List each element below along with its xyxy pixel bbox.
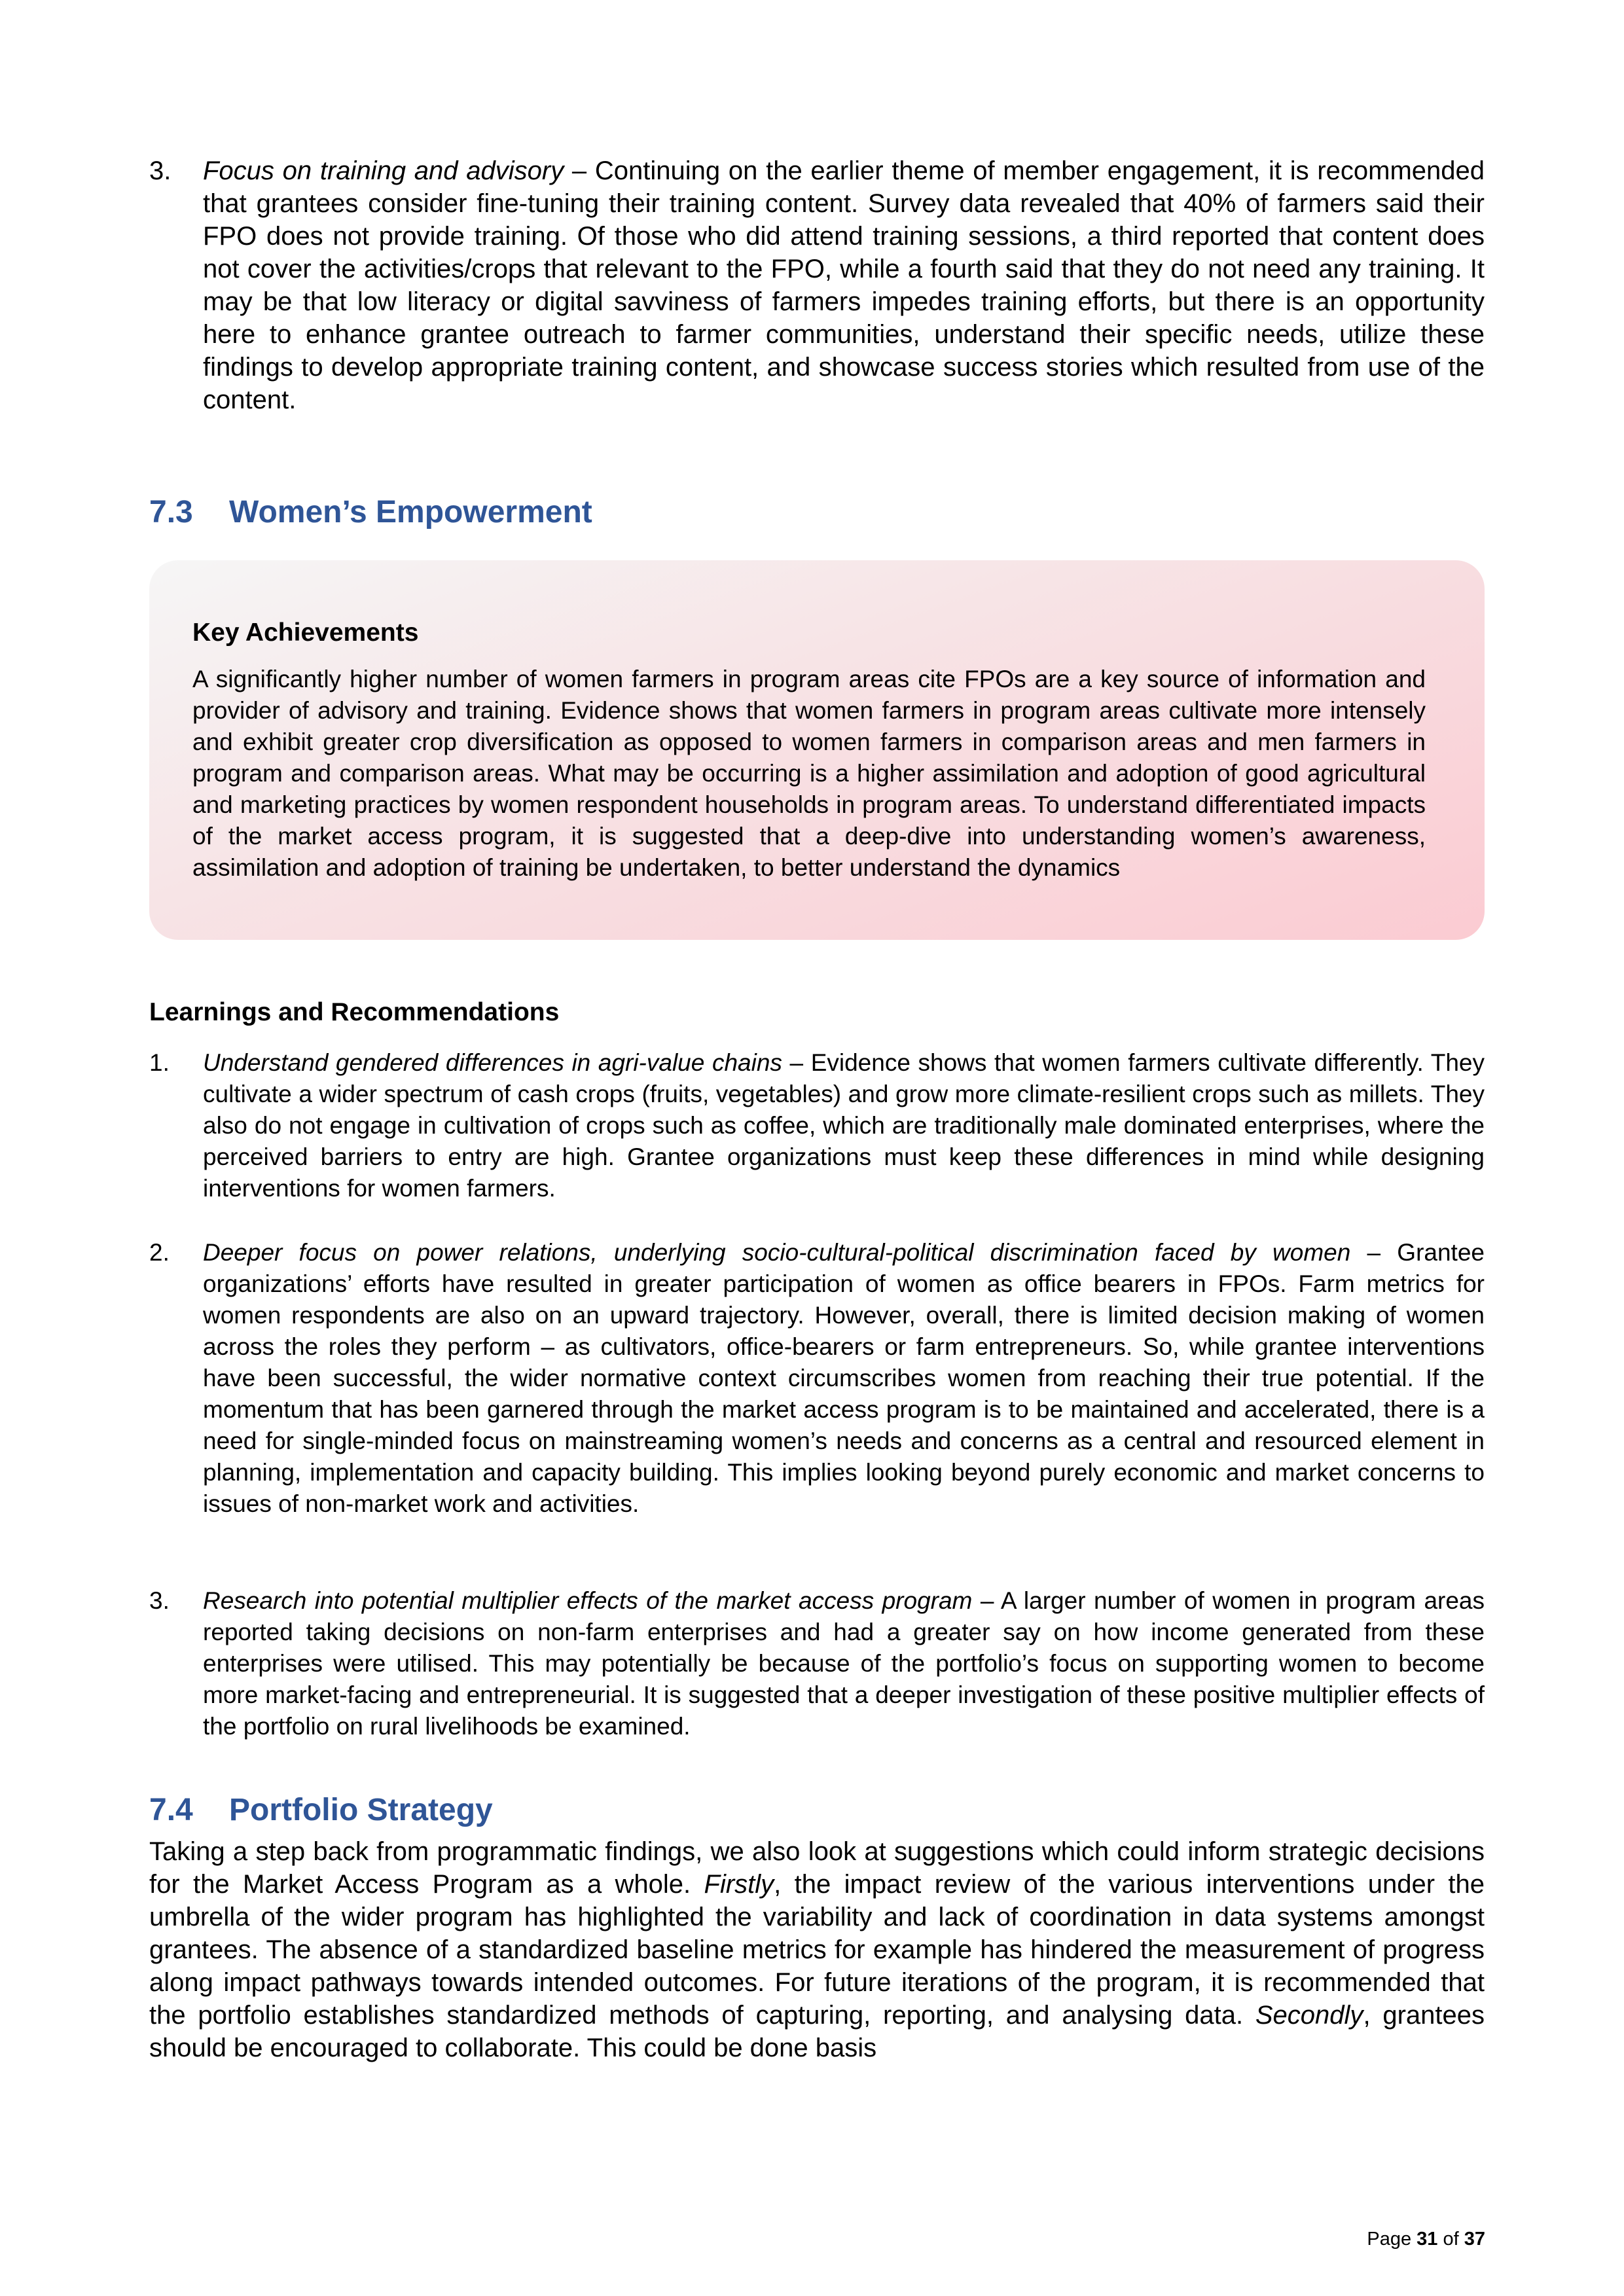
list-number: 2. <box>149 1239 170 1266</box>
portfolio-strategy-paragraph <box>149 1835 1485 2064</box>
section-number: 7.4 <box>149 1793 193 1827</box>
key-achievements-heading: Key Achievements <box>192 619 419 647</box>
training-recommendation-item <box>149 154 1485 416</box>
item-lead: Focus on training and advisory <box>203 156 564 185</box>
page-label: Page <box>1367 2229 1412 2250</box>
learnings-heading: Learnings and Recommendations <box>149 998 560 1026</box>
page-total: 37 <box>1464 2229 1485 2250</box>
of-label: of <box>1443 2229 1459 2250</box>
item-text: – Evidence shows that women farmers cultivate differently. They cultivate a wider spectrum of cash crops (fruits, vegetables) and grow more climate-resilient crops such as millets. They also do not engage in cultivation of crops such as coffee, which are traditionally male dominated enterprises, where the perceived barriers to entry are high. Grantee organizations must keep these differences in mind while designing interventions for women farmers. <box>203 1049 1485 1202</box>
item-lead: Deeper focus on power relations, underlying socio-cultural-political discrimination faced by women <box>203 1239 1351 1266</box>
list-number: 3. <box>149 156 171 185</box>
paragraph-text: Taking a step back from programmatic findings, we also look at suggestions which could inform strategic decisions for the Market Access Program as a whole. <box>149 1837 1485 1899</box>
item-lead: Understand gendered differences in agri-value chains <box>203 1049 782 1076</box>
key-achievements-text: A significantly higher number of women farmers in program areas cite FPOs are a key source of information and provider of advisory and training. Evidence shows that women farmers in program areas cultivate more intensely and exhibit greater crop diversification as opposed to women farmers in comparison areas and men farmers in program and comparison areas. What may be occurring is a higher assimilation and adoption of good agricultural and marketing practices by women respondent households in program areas. To understand differentiated impacts of the market access program, it is suggested that a deep-dive into understanding women’s awareness, assimilation and adoption of training be undertaken, to better understand the dynamics <box>192 666 1426 881</box>
section-title: Women’s Empowerment <box>229 495 592 529</box>
paragraph-text: , the impact review of the various interventions under the umbrella of the wider program has highlighted the variability and lack of coordination in data systems amongst grantees. The absence of a standardized baseline metrics for example has hindered the measurement of progress along impact pathways towards intended outcomes. For future iterations of the program, it is recommended that the portfolio establishes standardized methods of capturing, reporting, and analysing data. <box>149 1870 1485 2030</box>
section-title: Portfolio Strategy <box>229 1793 493 1827</box>
firstly-emphasis: Firstly <box>704 1870 774 1899</box>
learning-item-1 <box>149 1047 1485 1204</box>
list-number: 3. <box>149 1587 170 1614</box>
item-text: – Grantee organizations’ efforts have resulted in greater participation of women as office bearers in FPOs. Farm metrics for women respondents are also on an upward trajectory. However, overall, there is limited decision making of women across the roles they perform – as cultivators, office-bearers or farm entrepreneurs. So, while grantee interventions have been successful, the wider normative context circumscribes women from reaching their true potential. If the momentum that has been garnered through the market access program is to be maintained and accelerated, there is a need for single-minded focus on mainstreaming women’s needs and concerns as a central and resourced element in planning, implementation and capacity building. This implies looking beyond purely economic and market concerns to issues of non-market work and activities. <box>203 1239 1485 1517</box>
section-heading-7-3 <box>149 493 1485 532</box>
page-footer <box>1367 2227 1485 2251</box>
section-number: 7.3 <box>149 495 193 529</box>
page-current: 31 <box>1416 2229 1438 2250</box>
item-text: – Continuing on the earlier theme of member engagement, it is recommended that grantees consider fine-tuning their training content. Survey data revealed that 40% of farmers said their FPO does not provide training. Of those who did attend training sessions, a third reported that content does not cover the activities/crops that relevant to the FPO, while a fourth said that they do not need any training. It may be that low literacy or digital savviness of farmers impedes training efforts, but there is an opportunity here to enhance grantee outreach to farmer communities, understand their specific needs, utilize these findings to develop appropriate training content, and showcase success stories which resulted from use of the content. <box>203 156 1485 414</box>
key-achievements-box <box>149 560 1485 940</box>
section-heading-7-4 <box>149 1791 1485 1830</box>
item-text: – A larger number of women in program areas reported taking decisions on non-farm enterprises and had a greater say on how income generated from these enterprises were utilised. This may potentially be because of the portfolio’s focus on supporting women to become more market-facing and entrepreneurial. It is suggested that a deeper investigation of these positive multiplier effects of the portfolio on rural livelihoods be examined. <box>203 1587 1485 1740</box>
learning-item-3 <box>149 1585 1485 1742</box>
document-page <box>149 154 1485 2064</box>
item-lead: Research into potential multiplier effects of the market access program <box>203 1587 973 1614</box>
list-number: 1. <box>149 1049 170 1076</box>
secondly-emphasis: Secondly <box>1255 2001 1363 2030</box>
learning-item-2 <box>149 1237 1485 1520</box>
paragraph-text: , grantees should be encouraged to collaborate. This could be done basis <box>149 2001 1485 2062</box>
